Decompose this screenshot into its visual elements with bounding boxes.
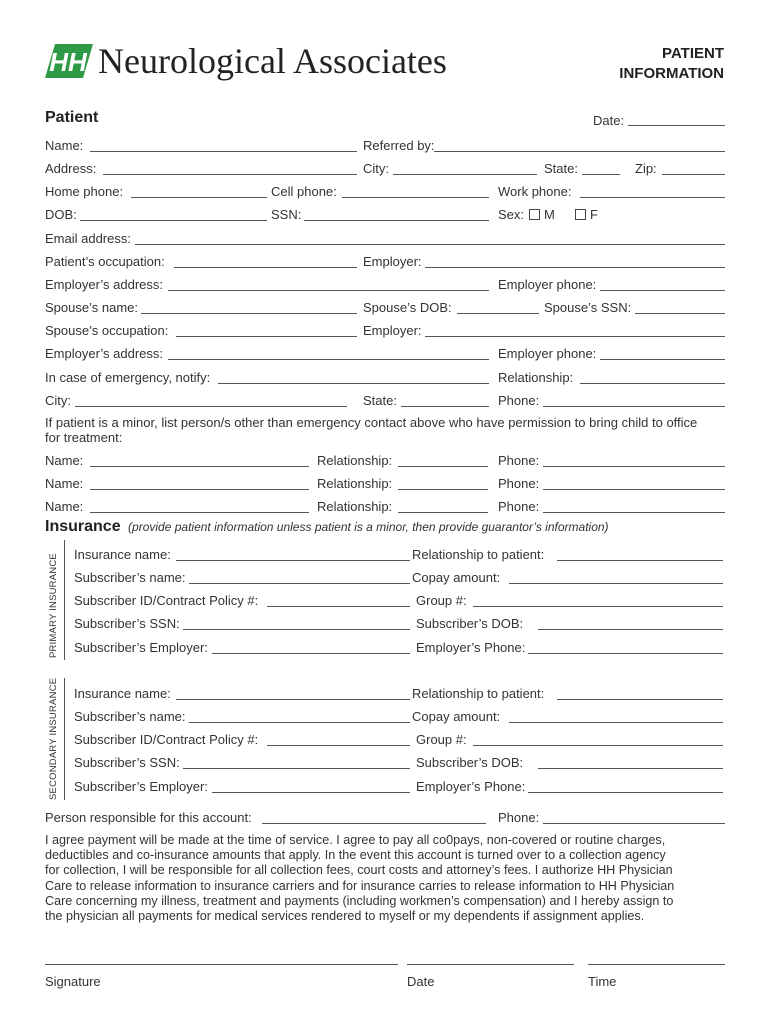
secondary-insurance-label: SECONDARY INSURANCE: [48, 677, 59, 800]
responsible-label: Person responsible for this account:: [45, 810, 252, 825]
brand-name: Neurological Associates: [98, 41, 447, 81]
minor-name-label: Name:: [45, 499, 84, 514]
referred-by-label: Referred by:: [363, 138, 435, 153]
secondary-relationship-field[interactable]: [557, 699, 723, 700]
minor-relationship-field[interactable]: [398, 466, 488, 467]
emergency-city-label: City:: [45, 393, 71, 408]
spouse-employer-field[interactable]: [425, 336, 725, 337]
minor-name-field[interactable]: [90, 489, 309, 490]
primary-employer-phone-label: Employer’s Phone:: [416, 640, 526, 655]
doc-title: [619, 44, 724, 84]
minor-relationship-field[interactable]: [398, 489, 488, 490]
minor-relationship-label: Relationship:: [317, 499, 393, 514]
minor-phone-label: Phone:: [498, 499, 540, 514]
signature-field[interactable]: [45, 964, 398, 965]
time-label: Time: [588, 974, 617, 989]
email-field[interactable]: [135, 244, 725, 245]
primary-subscriber-id-field[interactable]: [267, 606, 410, 607]
secondary-employer-phone-label: Employer’s Phone:: [416, 779, 526, 794]
minor-phone-label: Phone:: [498, 476, 540, 491]
date-sign-label: Date: [407, 974, 435, 989]
spouse-ssn-field[interactable]: [635, 313, 725, 314]
spouse-dob-field[interactable]: [457, 313, 539, 314]
primary-copay-label: Copay amount:: [412, 570, 501, 585]
dob-field[interactable]: [80, 220, 267, 221]
secondary-group-field[interactable]: [473, 745, 723, 746]
employer-address-label: Employer’s address:: [45, 277, 164, 292]
primary-relationship-field[interactable]: [557, 560, 723, 561]
checkbox-icon[interactable]: [529, 209, 540, 220]
work-phone-field[interactable]: [580, 197, 725, 198]
emergency-phone-field[interactable]: [543, 406, 725, 407]
agreement-line: Care concerning my illness, treatment and payments (including workmen’s compensation) and I hereby assign to: [45, 893, 674, 908]
name-label: Name:: [45, 138, 84, 153]
responsible-phone-label: Phone:: [498, 810, 540, 825]
emergency-city-field[interactable]: [75, 406, 347, 407]
agreement-line: the physician all payments for medical services rendered to myself or my dependents if assignment applies.: [45, 909, 645, 924]
minor-relationship-field[interactable]: [398, 512, 488, 513]
spouse-dob-label: Spouse’s DOB:: [363, 300, 452, 315]
minor-note: If patient is a minor, list person/s other than emergency contact above who have permission to bring child to office: [45, 415, 698, 430]
sex-f-label: F: [590, 207, 598, 222]
cell-phone-field[interactable]: [342, 197, 489, 198]
city-field[interactable]: [393, 174, 537, 175]
employer-field[interactable]: [425, 267, 725, 268]
secondary-subscriber-employer-field[interactable]: [212, 792, 410, 793]
primary-subscriber-name-field[interactable]: [189, 583, 410, 584]
secondary-subscriber-id-field[interactable]: [267, 745, 410, 746]
city-label: City:: [363, 161, 389, 176]
occupation-label: Patient’s occupation:: [45, 254, 165, 269]
secondary-insurance-name-field[interactable]: [176, 699, 410, 700]
primary-subscriber-ssn-field[interactable]: [183, 629, 410, 630]
minor-relationship-label: Relationship:: [317, 476, 393, 491]
secondary-group-label: Group #:: [416, 732, 467, 747]
secondary-subscriber-ssn-field[interactable]: [183, 768, 410, 769]
sex-m-label: M: [544, 207, 555, 222]
secondary-subscriber-dob-label: Subscriber’s DOB:: [416, 755, 524, 770]
address-field[interactable]: [103, 174, 357, 175]
ssn-label: SSN:: [271, 207, 302, 222]
time-field[interactable]: [588, 964, 725, 965]
doc-title-line-2: INFORMATION: [619, 65, 724, 82]
patient-heading: Patient: [45, 109, 99, 126]
date-label: Date:: [593, 113, 625, 128]
minor-phone-field[interactable]: [543, 489, 725, 490]
referred-by-field[interactable]: [434, 151, 725, 152]
secondary-subscriber-name-label: Subscriber’s name:: [74, 709, 186, 724]
spouse-employer-address-field[interactable]: [168, 359, 489, 360]
agreement-line: for collection, I will be responsible for all collection fees, court costs and attorney’s fees. I authorize HH Physician: [45, 863, 673, 878]
spouse-ssn-label: Spouse’s SSN:: [544, 300, 632, 315]
minor-name-field[interactable]: [90, 466, 309, 467]
primary-relationship-label: Relationship to patient:: [412, 547, 545, 562]
secondary-insurance-bar: [64, 678, 65, 800]
spouse-occupation-label: Spouse’s occupation:: [45, 323, 169, 338]
date-field[interactable]: [628, 125, 725, 126]
minor-note-2: for treatment:: [45, 430, 123, 445]
zip-label: Zip:: [635, 161, 657, 176]
name-field[interactable]: [90, 151, 357, 152]
agreement-line: I agree payment will be made at the time of service. I agree to pay all co0pays, non-covered or routine charges,: [45, 833, 666, 847]
primary-group-label: Group #:: [416, 593, 467, 608]
logo: [45, 44, 93, 78]
employer-phone-field[interactable]: [600, 290, 725, 291]
secondary-subscriber-name-field[interactable]: [189, 722, 410, 723]
state-label: State:: [544, 161, 578, 176]
minor-name-field[interactable]: [90, 512, 309, 513]
primary-subscriber-ssn-label: Subscriber’s SSN:: [74, 616, 180, 631]
minor-phone-field[interactable]: [543, 466, 725, 467]
date-sign-field[interactable]: [407, 964, 574, 965]
emergency-state-label: State:: [363, 393, 397, 408]
employer-phone-label: Employer phone:: [498, 277, 597, 292]
spouse-name-label: Spouse’s name:: [45, 300, 138, 315]
minor-phone-label: Phone:: [498, 453, 540, 468]
emergency-state-field[interactable]: [401, 406, 489, 407]
home-phone-field[interactable]: [131, 197, 267, 198]
primary-insurance-name-field[interactable]: [176, 560, 410, 561]
primary-subscriber-dob-label: Subscriber’s DOB:: [416, 616, 524, 631]
primary-copay-field[interactable]: [509, 583, 723, 584]
sex-f-option[interactable]: [575, 207, 598, 222]
insurance-heading: [45, 518, 609, 536]
emergency-field[interactable]: [218, 383, 489, 384]
responsible-field[interactable]: [262, 823, 486, 824]
primary-subscriber-id-label: Subscriber ID/Contract Policy #:: [74, 593, 259, 608]
occupation-field[interactable]: [174, 267, 357, 268]
primary-insurance-name-label: Insurance name:: [74, 547, 171, 562]
insurance-title: Insurance: [45, 518, 121, 535]
primary-insurance-label: PRIMARY INSURANCE: [48, 553, 59, 658]
spouse-name-field[interactable]: [141, 313, 357, 314]
secondary-employer-phone-field[interactable]: [528, 792, 723, 793]
zip-field[interactable]: [662, 174, 725, 175]
employer-label: Employer:: [363, 254, 422, 269]
spouse-occupation-field[interactable]: [176, 336, 357, 337]
minor-name-label: Name:: [45, 476, 84, 491]
secondary-copay-field[interactable]: [509, 722, 723, 723]
emergency-label: In case of emergency, notify:: [45, 370, 211, 385]
sex-label: Sex:: [498, 207, 525, 222]
secondary-subscriber-ssn-label: Subscriber’s SSN:: [74, 755, 180, 770]
hh-logo-icon: [45, 44, 93, 78]
svg-text:HH: HH: [49, 47, 87, 77]
employer-address-field[interactable]: [168, 290, 489, 291]
secondary-subscriber-id-label: Subscriber ID/Contract Policy #:: [74, 732, 259, 747]
primary-subscriber-employer-field[interactable]: [212, 653, 410, 654]
spouse-employer-address-label: Employer’s address:: [45, 346, 164, 361]
work-phone-label: Work phone:: [498, 184, 572, 199]
home-phone-label: Home phone:: [45, 184, 124, 199]
secondary-copay-label: Copay amount:: [412, 709, 501, 724]
primary-insurance-bar: [64, 540, 65, 660]
spouse-employer-phone-label: Employer phone:: [498, 346, 597, 361]
spouse-employer-phone-field[interactable]: [600, 359, 725, 360]
agreement-line: deductibles and co-insurance amounts that apply. In the event this account is turned over to a collection agency: [45, 848, 666, 863]
ssn-field[interactable]: [304, 220, 489, 221]
dob-label: DOB:: [45, 207, 77, 222]
doc-title-line-1: PATIENT: [662, 45, 724, 62]
responsible-phone-field[interactable]: [543, 823, 725, 824]
secondary-subscriber-dob-field[interactable]: [538, 768, 723, 769]
minor-phone-field[interactable]: [543, 512, 725, 513]
emergency-relationship-field[interactable]: [580, 383, 725, 384]
emergency-phone-label: Phone:: [498, 393, 540, 408]
primary-subscriber-dob-field[interactable]: [538, 629, 723, 630]
sex-m-option[interactable]: [529, 207, 555, 222]
signature-label: Signature: [45, 974, 101, 989]
minor-name-label: Name:: [45, 453, 84, 468]
state-field[interactable]: [582, 174, 620, 175]
checkbox-icon[interactable]: [575, 209, 586, 220]
primary-subscriber-employer-label: Subscriber’s Employer:: [74, 640, 208, 655]
secondary-insurance-name-label: Insurance name:: [74, 686, 171, 701]
agreement-text: [45, 833, 674, 924]
primary-group-field[interactable]: [473, 606, 723, 607]
secondary-subscriber-employer-label: Subscriber’s Employer:: [74, 779, 208, 794]
cell-phone-label: Cell phone:: [271, 184, 337, 199]
primary-subscriber-name-label: Subscriber’s name:: [74, 570, 186, 585]
primary-employer-phone-field[interactable]: [528, 653, 723, 654]
agreement-line: Care to release information to insurance carriers and for insurance carries to release information to HH Physician: [45, 878, 675, 893]
spouse-employer-label: Employer:: [363, 323, 422, 338]
email-label: Email address:: [45, 231, 131, 246]
address-label: Address:: [45, 161, 97, 176]
secondary-relationship-label: Relationship to patient:: [412, 686, 545, 701]
emergency-relationship-label: Relationship:: [498, 370, 574, 385]
insurance-note: (provide patient information unless patient is a minor, then provide guarantor’s information): [128, 520, 609, 534]
minor-relationship-label: Relationship:: [317, 453, 393, 468]
